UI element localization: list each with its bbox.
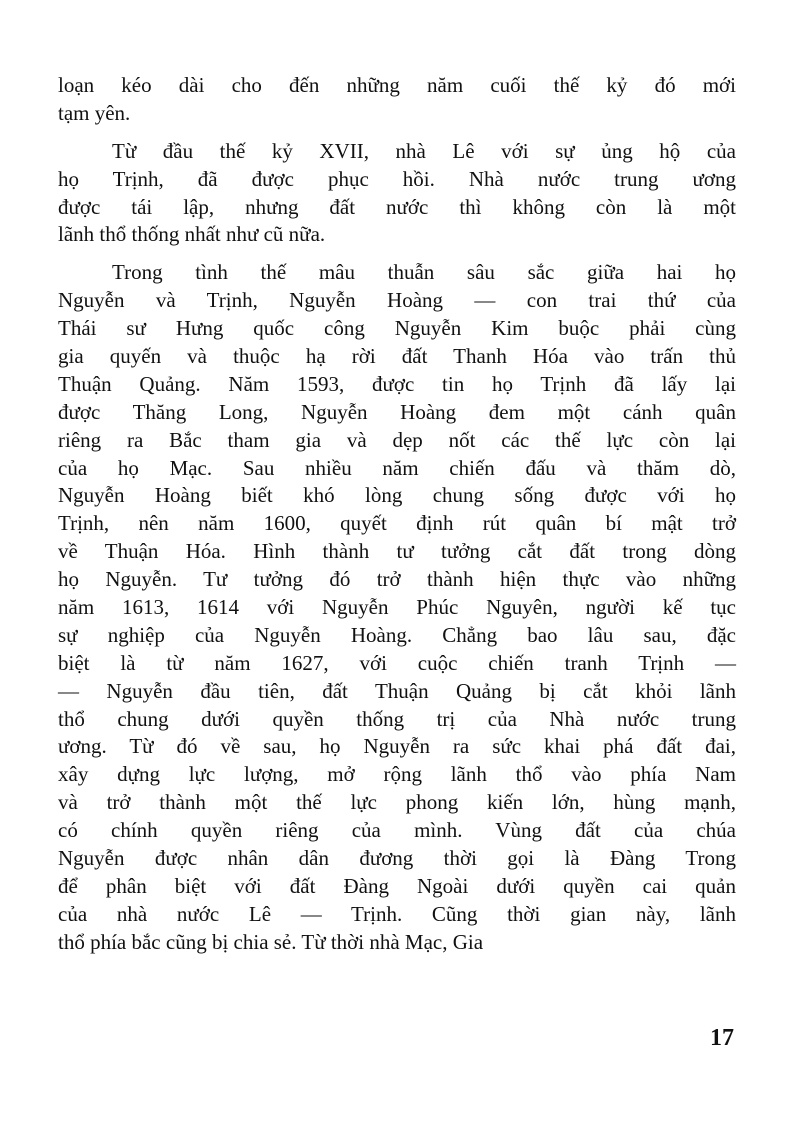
text-line: Thái sư Hưng quốc công Nguyễn Kim buộc phải cùng (58, 316, 736, 341)
paragraph (58, 72, 736, 128)
text-line: sự nghiệp của Nguyễn Hoàng. Chẳng bao lâu sau, đặc (58, 622, 736, 647)
text-line: Nguyễn được nhân dân đương thời gọi là Đàng Trong (58, 846, 736, 871)
text-line: ương. Từ đó về sau, họ Nguyễn ra sức khai phá đất đai, (58, 734, 736, 759)
text-line: biệt là từ năm 1627, với cuộc chiến tranh Trịnh — (58, 650, 736, 675)
text-line: có chính quyền riêng của mình. Vùng đất của chúa (58, 818, 736, 843)
text-line: để phân biệt với đất Đàng Ngoài dưới quyền cai quản (58, 873, 736, 898)
paragraph (58, 138, 736, 250)
text-line: thổ chung dưới quyền thống trị của Nhà nước trung (58, 706, 736, 731)
text-line: Nguyễn và Trịnh, Nguyễn Hoàng — con trai thứ của (58, 288, 736, 313)
text-line: Trịnh, nên năm 1600, quyết định rút quân bí mật trở (58, 511, 736, 536)
text-line: riêng ra Bắc tham gia và dẹp nốt các thế lực còn lại (58, 427, 736, 452)
text-line: Từ đầu thế kỷ XVII, nhà Lê với sự ủng hộ của (112, 138, 736, 163)
text-line: — Nguyễn đầu tiên, đất Thuận Quảng bị cắt khỏi lãnh (58, 678, 736, 703)
text-line: loạn kéo dài cho đến những năm cuối thế kỷ đó mới (58, 73, 736, 97)
text-line: năm 1613, 1614 với Nguyễn Phúc Nguyên, người kế tục (58, 595, 736, 620)
body-text (58, 72, 736, 967)
text-line: xây dựng lực lượng, mở rộng lãnh thổ vào phía Nam (58, 762, 736, 787)
text-line: về Thuận Hóa. Hình thành tư tưởng cắt đất trong dòng (58, 539, 736, 564)
text-line: Nguyễn Hoàng biết khó lòng chung sống được với họ (58, 483, 736, 508)
text-line: và trở thành một thế lực phong kiến lớn, hùng mạnh, (58, 790, 736, 815)
text-line: thổ phía bắc cũng bị chia sẻ. Từ thời nhà Mạc, Gia (58, 929, 484, 954)
text-line: được tái lập, nhưng đất nước thì không còn là một (58, 194, 736, 219)
text-line: của nhà nước Lê — Trịnh. Cũng thời gian này, lãnh (58, 901, 736, 926)
text-line: họ Nguyễn. Tư tưởng đó trở thành hiện thực vào những (58, 567, 736, 592)
text-line: Thuận Quảng. Năm 1593, được tin họ Trịnh đã lấy lại (58, 371, 736, 396)
text-line: Trong tình thế mâu thuẫn sâu sắc giữa hai họ (112, 260, 736, 285)
paragraph (58, 259, 736, 956)
text-line: lãnh thổ thống nhất như cũ nữa. (58, 222, 326, 247)
text-line: của họ Mạc. Sau nhiều năm chiến đấu và thăm dò, (58, 455, 736, 480)
text-line: họ Trịnh, đã được phục hồi. Nhà nước trung ương (58, 166, 736, 191)
page-number: 17 (710, 1025, 734, 1051)
text-line: được Thăng Long, Nguyễn Hoàng đem một cánh quân (58, 399, 736, 424)
text-line: tạm yên. (58, 100, 131, 125)
text-line: gia quyến và thuộc hạ rời đất Thanh Hóa vào trấn thủ (58, 344, 736, 369)
